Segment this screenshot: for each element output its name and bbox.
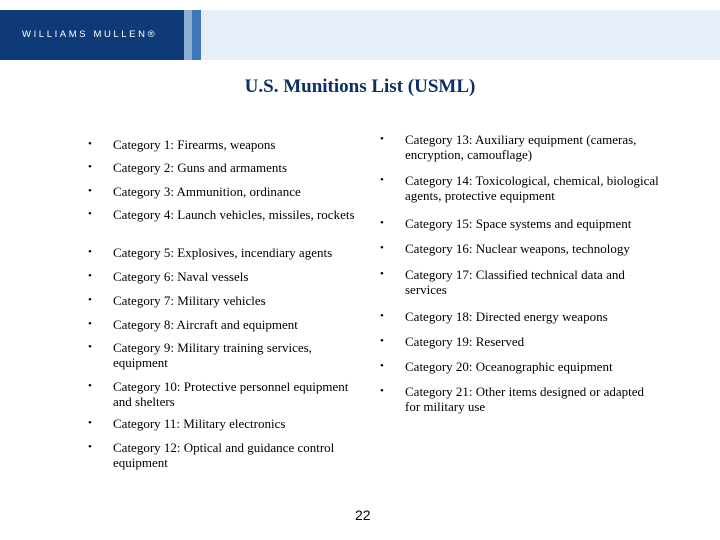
bullet-icon: • (380, 385, 384, 397)
list-item-text: Category 11: Military electronics (113, 416, 286, 431)
list-item-text: Category 2: Guns and armaments (113, 160, 288, 175)
bullet-icon: • (88, 318, 92, 330)
list-item-text: Category 12: Optical and guidance control equipment (113, 440, 335, 470)
page-number: 22 (355, 507, 371, 523)
list-item-text: Category 21: Other items designed or adapted for military use (405, 384, 644, 414)
list-item-text: Category 14: Toxicological, chemical, biological agents, protective equipment (405, 173, 659, 203)
bullet-icon: • (380, 133, 384, 145)
bullet-icon: • (88, 380, 92, 392)
list-item-text: Category 4: Launch vehicles, missiles, rockets (113, 207, 355, 222)
list-item-text: Category 20: Oceanographic equipment (405, 359, 613, 374)
bullet-icon: • (88, 185, 92, 197)
header-accent-bar-light (184, 10, 192, 60)
list-item-text: Category 15: Space systems and equipment (405, 216, 632, 231)
bullet-icon: • (380, 310, 384, 322)
list-item-text: Category 17: Classified technical data and services (405, 267, 625, 297)
bullet-icon: • (88, 270, 92, 282)
list-item-text: Category 8: Aircraft and equipment (113, 317, 298, 332)
bullet-icon: • (380, 174, 384, 186)
list-item-text: Category 13: Auxiliary equipment (cameras, encryption, camouflage) (405, 132, 637, 162)
list-item-text: Category 6: Naval vessels (113, 269, 249, 284)
logo-text: WILLIAMS MULLEN® (22, 29, 158, 40)
slide-title: U.S. Munitions List (USML) (244, 76, 476, 97)
list-item-text: Category 1: Firearms, weapons (113, 137, 276, 152)
bullet-icon: • (380, 268, 384, 280)
header-accent-bar-dark (192, 10, 201, 60)
list-item-text: Category 7: Military vehicles (113, 293, 266, 308)
bullet-icon: • (380, 242, 384, 254)
bullet-icon: • (88, 341, 92, 353)
list-item-text: Category 10: Protective personnel equipment and shelters (113, 379, 349, 409)
bullet-icon: • (88, 208, 92, 220)
bullet-icon: • (88, 138, 92, 150)
bullet-icon: • (380, 335, 384, 347)
list-item-text: Category 16: Nuclear weapons, technology (405, 241, 630, 256)
list-item-text: Category 3: Ammunition, ordinance (113, 184, 301, 199)
list-item-text: Category 18: Directed energy weapons (405, 309, 608, 324)
bullet-icon: • (88, 417, 92, 429)
bullet-icon: • (88, 161, 92, 173)
bullet-icon: • (88, 441, 92, 453)
list-item-text: Category 19: Reserved (405, 334, 525, 349)
bullet-icon: • (380, 217, 384, 229)
list-item-text: Category 5: Explosives, incendiary agents (113, 245, 333, 260)
bullet-icon: • (88, 294, 92, 306)
bullet-icon: • (380, 360, 384, 372)
bullet-icon: • (88, 246, 92, 258)
list-item-text: Category 9: Military training services, equipment (113, 340, 312, 370)
